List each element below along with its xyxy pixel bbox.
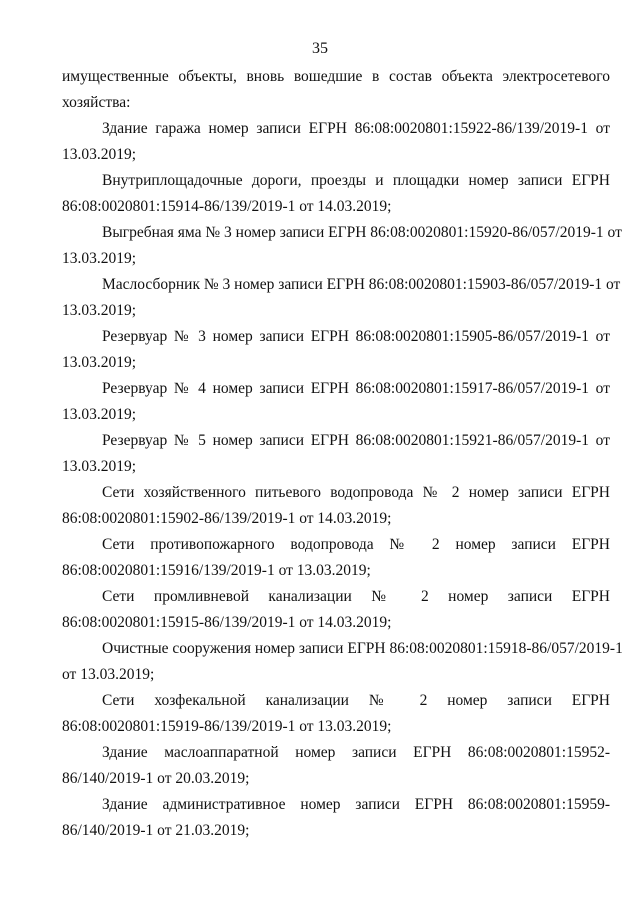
paragraph-line: Здание маслоаппаратной номер записи ЕГРН 86:08:0020801:15952- (102, 744, 610, 761)
paragraph-line: 13.03.2019; (62, 250, 137, 267)
paragraph-line: 86/140/2019-1 от 21.03.2019; (62, 822, 250, 839)
paragraph-line: Резервуар № 4 номер записи ЕГРН 86:08:0020801:15917-86/057/2019-1 от (102, 380, 610, 397)
paragraph (62, 636, 623, 688)
paragraph-line: имущественные объекты, вновь вошедшие в состав объекта электросетевого (62, 68, 610, 85)
paragraph-line: Очистные сооружения номер записи ЕГРН 86:08:0020801:15918-86/057/2019-1 (102, 640, 623, 657)
paragraph-line: Резервуар № 5 номер записи ЕГРН 86:08:0020801:15921-86/057/2019-1 от (102, 432, 610, 449)
paragraph-line: Маслосборник № 3 номер записи ЕГРН 86:08:0020801:15903-86/057/2019-1 от (102, 276, 621, 293)
paragraph-line: Сети промливневой канализации № 2 номер записи ЕГРН (102, 588, 610, 605)
paragraph (62, 740, 610, 792)
paragraph (62, 116, 610, 168)
paragraph-line: 86:08:0020801:15916/139/2019-1 от 13.03.2019; (62, 562, 371, 579)
paragraph (62, 428, 610, 480)
paragraph-line: 86:08:0020801:15902-86/139/2019-1 от 14.03.2019; (62, 510, 392, 527)
paragraph-line: Здание гаража номер записи ЕГРН 86:08:0020801:15922-86/139/2019-1 от (102, 120, 610, 137)
paragraph (62, 324, 610, 376)
paragraph-line: от 13.03.2019; (62, 666, 155, 683)
paragraph (62, 168, 610, 220)
paragraph (62, 532, 610, 584)
paragraph (62, 220, 622, 272)
paragraph-line: Внутриплощадочные дороги, проезды и площадки номер записи ЕГРН (102, 172, 610, 189)
paragraph-line: 13.03.2019; (62, 458, 137, 475)
paragraph-line: хозяйства: (62, 94, 131, 111)
paragraph-line: 86:08:0020801:15915-86/139/2019-1 от 14.03.2019; (62, 614, 392, 631)
paragraph (62, 792, 610, 844)
paragraph (62, 272, 621, 324)
paragraph-line: Здание административное номер записи ЕГРН 86:08:0020801:15959- (102, 796, 610, 813)
paragraph-line: 13.03.2019; (62, 354, 137, 371)
document-body (62, 64, 623, 844)
paragraph-line: Сети хозяйственного питьевого водопровода № 2 номер записи ЕГРН (102, 484, 610, 501)
paragraph-line: Резервуар № 3 номер записи ЕГРН 86:08:0020801:15905-86/057/2019-1 от (102, 328, 610, 345)
paragraph-line: Сети противопожарного водопровода № 2 номер записи ЕГРН (102, 536, 610, 553)
paragraph (62, 64, 610, 116)
paragraph-line: 13.03.2019; (62, 146, 137, 163)
paragraph-line: 13.03.2019; (62, 406, 137, 423)
paragraph-line: 13.03.2019; (62, 302, 137, 319)
page-number: 35 (312, 40, 328, 57)
paragraph-line: Выгребная яма № 3 номер записи ЕГРН 86:08:0020801:15920-86/057/2019-1 от (102, 224, 622, 241)
paragraph-line: 86/140/2019-1 от 20.03.2019; (62, 770, 250, 787)
paragraph-line: Сети хозфекальной канализации № 2 номер записи ЕГРН (102, 692, 610, 709)
paragraph (62, 688, 610, 740)
paragraph-line: 86:08:0020801:15914-86/139/2019-1 от 14.03.2019; (62, 198, 392, 215)
paragraph (62, 480, 610, 532)
paragraph (62, 584, 610, 636)
paragraph-line: 86:08:0020801:15919-86/139/2019-1 от 13.03.2019; (62, 718, 392, 735)
paragraph (62, 376, 610, 428)
